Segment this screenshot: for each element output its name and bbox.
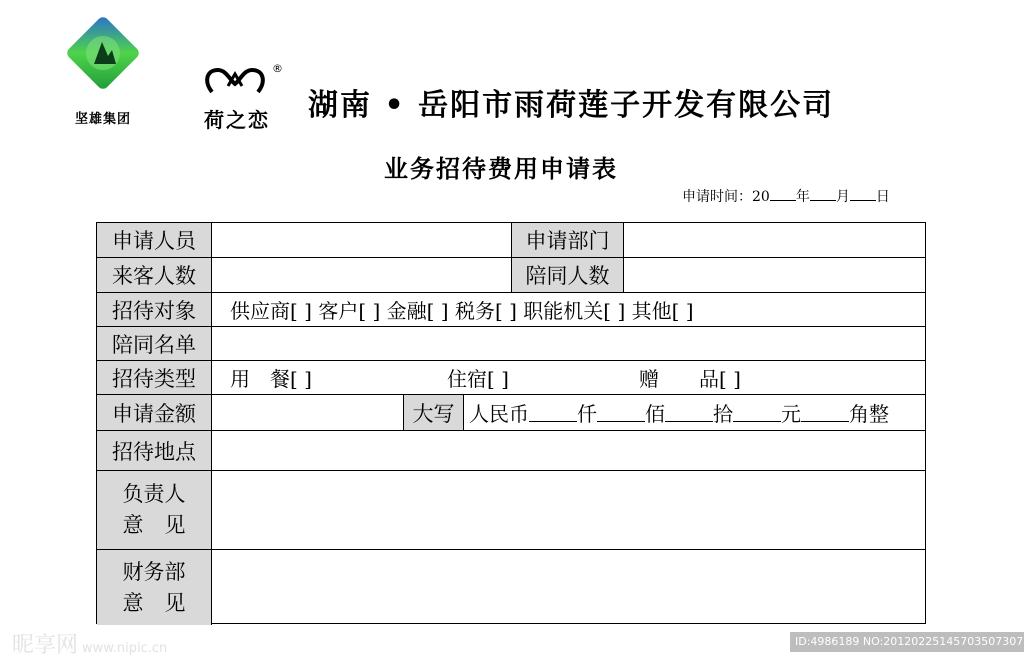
rmb-label: 人民币 [469, 402, 529, 426]
department-label: 申请部门 [512, 223, 624, 257]
row-location [97, 431, 925, 471]
image-id-bar: ID:4986189 NO:20120225145703507307 [790, 632, 1024, 652]
month-label: 月 [835, 189, 850, 205]
applicant-field[interactable] [212, 223, 512, 257]
jiao-unit: 角整 [849, 402, 889, 426]
companion-list-label: 陪同名单 [97, 327, 212, 360]
meal-option[interactable]: 用 餐[ ] [230, 367, 312, 391]
lotus-logo-icon [200, 62, 270, 102]
row-applicant [97, 223, 925, 258]
company-name: 湖南 • 岳阳市雨荷莲子开发有限公司 [308, 88, 835, 123]
companion-count-label: 陪同人数 [512, 258, 624, 292]
ten-unit: 拾 [713, 402, 733, 426]
row-companion-list [97, 327, 925, 361]
hosted-party-label: 招待对象 [97, 293, 212, 326]
registered-mark: ® [272, 62, 283, 75]
group-logo-caption: 坚雄集团 [74, 112, 131, 127]
location-label: 招待地点 [97, 431, 212, 470]
row-finance-opinion [97, 550, 925, 625]
jiao-blank[interactable] [801, 403, 849, 422]
row-hosted-party [97, 293, 925, 327]
lodging-option[interactable]: 住宿[ ] [447, 367, 509, 391]
watermark [12, 628, 167, 659]
row-guests [97, 258, 925, 293]
day-label: 日 [875, 189, 890, 205]
hosting-type-label: 招待类型 [97, 361, 212, 394]
ten-blank[interactable] [665, 403, 713, 422]
group-logo [58, 12, 148, 127]
capital-label: 大写 [404, 395, 464, 430]
thousand-blank[interactable] [529, 403, 577, 422]
location-field[interactable] [212, 431, 925, 470]
month-blank[interactable] [810, 188, 836, 201]
amount-field[interactable] [212, 395, 404, 430]
application-date [682, 186, 890, 206]
watermark-brand: 昵享网 [12, 633, 79, 658]
supervisor-label-line1: 负责人 [122, 482, 186, 506]
hundred-blank[interactable] [597, 403, 645, 422]
day-blank[interactable] [850, 188, 876, 201]
department-field[interactable] [624, 223, 925, 257]
yuan-unit: 元 [781, 402, 801, 426]
finance-opinion-label [97, 550, 212, 625]
year-label: 年 [795, 189, 810, 205]
supervisor-opinion-label [97, 471, 212, 549]
companion-count-field[interactable] [624, 258, 925, 292]
capital-amount[interactable] [469, 395, 925, 430]
row-supervisor-opinion [97, 471, 925, 550]
finance-label-line1: 财务部 [122, 559, 186, 584]
date-prefix: 申请时间：20 [682, 189, 770, 205]
amount-label: 申请金额 [97, 395, 212, 430]
year-blank[interactable] [770, 188, 796, 201]
brand-logo-caption: 荷之恋 [204, 108, 270, 132]
watermark-url: www.nipic.cn [82, 641, 168, 656]
finance-label-line2: 意 见 [122, 590, 186, 615]
companion-list-field[interactable] [212, 327, 925, 360]
supervisor-label-line2: 意 见 [122, 513, 186, 537]
row-hosting-type [97, 361, 925, 395]
yuan-blank[interactable] [733, 403, 781, 422]
row-amount [97, 395, 925, 431]
thousand-unit: 仟 [577, 402, 597, 426]
form-title: 业务招待费用申请表 [384, 155, 618, 183]
gift-option[interactable]: 赠 品[ ] [639, 367, 741, 391]
application-form [96, 222, 926, 624]
brand-logo [200, 62, 290, 137]
guest-count-field[interactable] [212, 258, 512, 292]
supervisor-opinion-field[interactable] [212, 471, 925, 549]
hosted-party-options[interactable]: 供应商[ ] 客户[ ] 金融[ ] 税务[ ] 职能机关[ ] 其他[ ] [230, 299, 694, 323]
applicant-label: 申请人员 [97, 223, 212, 257]
guest-count-label: 来客人数 [97, 258, 212, 292]
hundred-unit: 佰 [645, 402, 665, 426]
finance-opinion-field[interactable] [212, 550, 925, 625]
diamond-logo-icon [62, 12, 144, 94]
